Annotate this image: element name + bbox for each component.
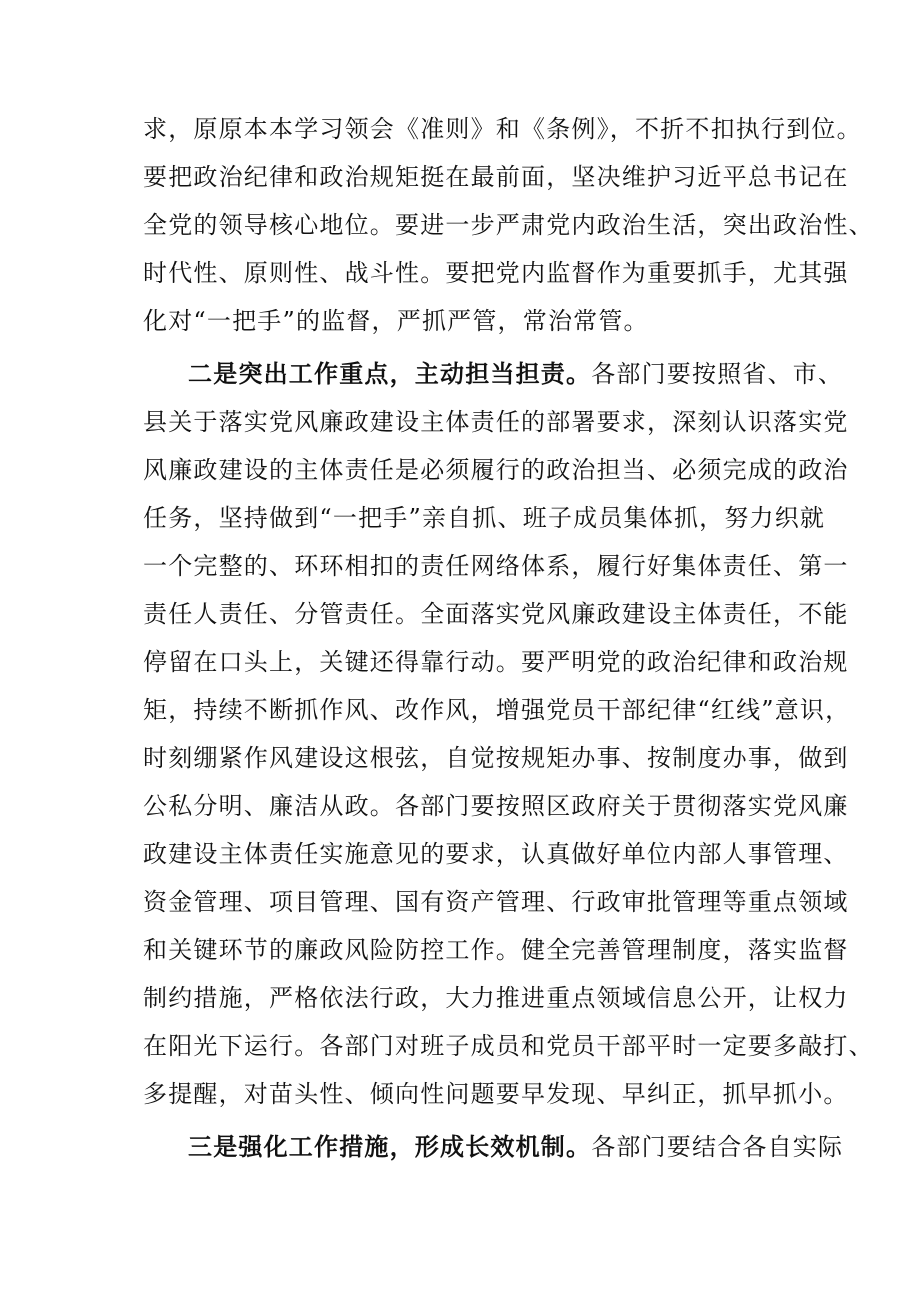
text-line: 停留在口头上，关键还得靠行动。要严明党的政治纪律和政治规 [143, 648, 849, 676]
paragraph-3-lead-text: 各部门要结合各自实际 [591, 1133, 844, 1161]
text-line: 和关键环节的廉政风险防控工作。健全完善管理制度，落实监督 [143, 936, 849, 964]
text-line: 资金管理、项目管理、国有资产管理、行政审批管理等重点领域 [143, 888, 849, 916]
paragraph-2-first-line [188, 356, 844, 392]
text-line: 矩，持续不断抓作风、改作风，增强党员干部纪律“红线”意识， [143, 696, 851, 724]
text-line: 多提醒，对苗头性、倾向性问题要早发现、早纠正，抓早抓小。 [143, 1080, 849, 1108]
paragraph-2-lead-text: 各部门要按照省、市、 [591, 360, 844, 388]
text-line: 任务，坚持做到“一把手”亲自抓、班子成员集体抓，努力织就 [143, 504, 826, 532]
text-line: 制约措施，严格依法行政，大力推进重点领域信息公开，让权力 [143, 984, 849, 1012]
paragraph-3-heading: 三是强化工作措施，形成长效机制。 [188, 1132, 592, 1161]
paragraph-3-first-line [188, 1129, 844, 1165]
text-line: 政建设主体责任实施意见的要求，认真做好单位内部人事管理、 [143, 840, 849, 868]
text-line: 县关于落实党风廉政建设主体责任的部署要求，深刻认识落实党 [143, 408, 849, 436]
text-line: 化对“一把手”的监督，严抓严管，常治常管。 [143, 307, 649, 335]
text-line: 要把政治纪律和政治规矩挺在最前面，坚决维护习近平总书记在 [143, 163, 849, 191]
text-line: 责任人责任、分管责任。全面落实党风廉政建设主体责任，不能 [143, 600, 849, 628]
text-line: 求，原原本本学习领会《准则》和《条例》，不折不扣执行到位。 [143, 115, 862, 143]
text-line: 一个完整的、环环相扣的责任网络体系，履行好集体责任、第一 [143, 552, 849, 580]
text-line: 在阳光下运行。各部门对班子成员和党员干部平时一定要多敲打、 [143, 1032, 874, 1060]
text-line: 时代性、原则性、战斗性。要把党内监督作为重要抓手，尤其强 [143, 259, 849, 287]
text-line: 时刻绷紧作风建设这根弦，自觉按规矩办事、按制度办事，做到 [143, 744, 849, 772]
text-line: 公私分明、廉洁从政。各部门要按照区政府关于贯彻落实党风廉 [143, 792, 849, 820]
paragraph-2-heading: 二是突出工作重点，主动担当担责。 [188, 359, 592, 388]
text-line: 全党的领导核心地位。要进一步严肃党内政治生活，突出政治性、 [143, 211, 874, 239]
text-line: 风廉政建设的主体责任是必须履行的政治担当、必须完成的政治 [143, 456, 849, 484]
